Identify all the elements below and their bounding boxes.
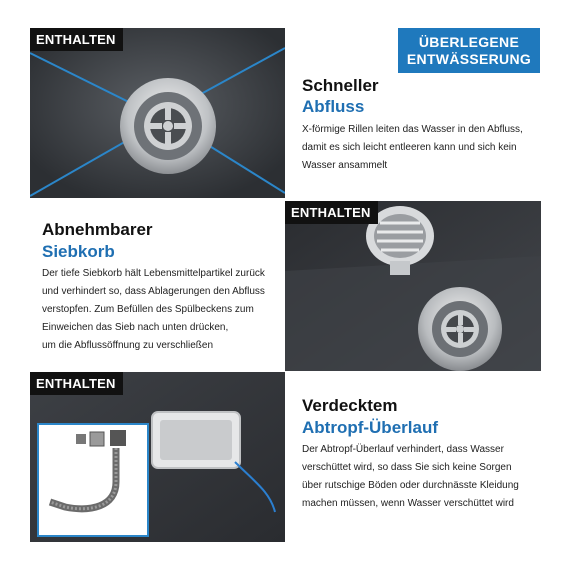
description-line: um die Abflussöffnung zu verschließen bbox=[42, 340, 214, 351]
description-line: Der tiefe Siebkorb hält Lebensmittelpartikel zurück bbox=[42, 268, 265, 279]
description-line: Einweichen das Sieb nach unten drücken, bbox=[42, 322, 229, 333]
superior-drainage-badge bbox=[398, 28, 540, 73]
description-line: Wasser ansammelt bbox=[302, 160, 388, 171]
section-2-subtitle: Siebkorb bbox=[42, 242, 115, 261]
badge-line-1: ÜBERLEGENE bbox=[418, 33, 520, 50]
drain-illustration bbox=[30, 28, 285, 198]
section-2-description bbox=[42, 265, 265, 355]
overflow-photo bbox=[30, 372, 285, 542]
description-line: über rutschige Böden oder durchnässte Kleidung bbox=[302, 480, 519, 491]
strainer-basket-photo bbox=[285, 201, 541, 371]
description-line: damit es sich leicht entleeren kann und sich kein bbox=[302, 142, 517, 153]
overflow-illustration bbox=[30, 372, 285, 542]
description-line: und verhindert so, dass Ablagerungen den Abfluss bbox=[42, 286, 265, 297]
badge-line-2: ENTWÄSSERUNG bbox=[406, 50, 532, 67]
section-3-subtitle: Abtropf-Überlauf bbox=[302, 418, 438, 437]
strainer-illustration bbox=[285, 201, 541, 371]
drain-photo bbox=[30, 28, 285, 198]
included-tag: ENTHALTEN bbox=[30, 28, 123, 51]
section-2-title: Abnehmbarer bbox=[42, 220, 153, 239]
section-3-description bbox=[302, 441, 519, 513]
included-tag: ENTHALTEN bbox=[285, 201, 378, 224]
description-line: verschüttet wird, so dass Sie sich keine Sorgen bbox=[302, 462, 512, 473]
section-1-title: Schneller bbox=[302, 76, 379, 95]
section-1-subtitle: Abfluss bbox=[302, 97, 365, 116]
section-3-title: Verdecktem bbox=[302, 396, 398, 415]
description-line: X-förmige Rillen leiten das Wasser in den Abfluss, bbox=[302, 124, 523, 135]
included-tag: ENTHALTEN bbox=[30, 372, 123, 395]
description-line: machen müssen, wenn Wasser verschüttet wird bbox=[302, 498, 514, 509]
description-line: Der Abtropf-Überlauf verhindert, dass Wasser bbox=[302, 444, 504, 455]
section-1-description bbox=[302, 121, 523, 175]
description-line: verstopfen. Zum Befüllen des Spülbeckens zum bbox=[42, 304, 254, 315]
